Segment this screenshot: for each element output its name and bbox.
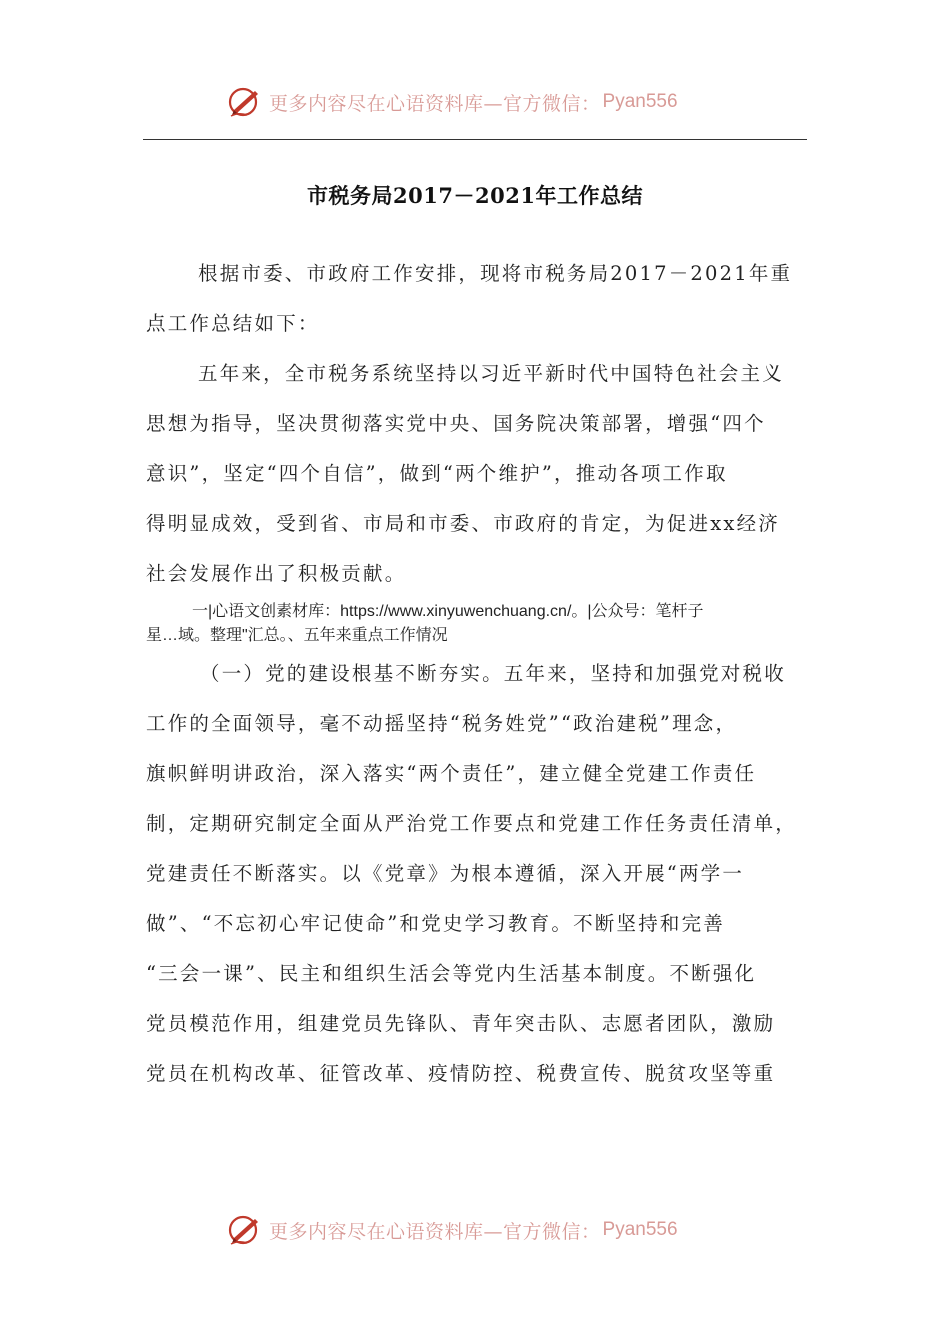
- paragraph-line: 做”、“不忘初心牢记使命”和党史学习教育。不断坚持和完善: [146, 912, 726, 935]
- paragraph-line: 思想为指导，坚决贯彻落实党中央、国务院决策部署，增强“四个: [146, 412, 766, 435]
- paragraph-line: 党员在机构改革、征管改革、疫情防控、税费宣传、脱贫攻坚等重: [146, 1062, 776, 1085]
- paragraph-line: 五年来，全市税务系统坚持以习近平新时代中国特色社会主义: [198, 362, 784, 385]
- banner-brand: Pyan556: [602, 1219, 678, 1240]
- paragraph-line: 党建责任不断落实。以《党章》为根本遵循，深入开展“两学一: [146, 862, 745, 885]
- paragraph-line: 工作的全面领导，毫不动摇坚持“税务姓党”“政治建税”理念，: [146, 712, 738, 735]
- watermark-text-line: 星…域。整理"汇总。、五年来重点工作情况: [146, 627, 448, 644]
- paragraph-line: （一）党的建设根基不断夯实。五年来，坚持和加强党对税收: [200, 662, 786, 685]
- banner-text: 更多内容尽在心语资料库—官方微信：: [269, 92, 601, 115]
- header-divider: [143, 139, 807, 140]
- paragraph-line: 社会发展作出了积极贡献。: [146, 562, 407, 585]
- pen-logo-icon: [225, 1210, 265, 1250]
- banner-text: 更多内容尽在心语资料库—官方微信：: [269, 1220, 601, 1243]
- header-banner: [225, 82, 678, 122]
- document-title: 市税务局2017－2021年工作总结: [307, 183, 643, 208]
- paragraph-line: 得明显成效，受到省、市局和市委、市政府的肯定，为促进xx经济: [146, 512, 780, 535]
- paragraph-line: 意识”，坚定“四个自信”，做到“两个维护”，推动各项工作取: [146, 462, 728, 485]
- paragraph-line: 根据市委、市政府工作安排，现将市税务局2017－2021年重: [198, 262, 793, 285]
- pen-logo-icon: [225, 82, 265, 122]
- paragraph-line: 点工作总结如下：: [146, 312, 320, 335]
- banner-brand: Pyan556: [602, 91, 678, 112]
- paragraph-line: 党员模范作用，组建党员先锋队、青年突击队、志愿者团队，激励: [146, 1012, 776, 1035]
- paragraph-line: 旗帜鲜明讲政治，深入落实“两个责任”，建立健全党建工作责任: [146, 762, 757, 785]
- footer-banner: [225, 1210, 678, 1250]
- watermark-text-line: 一|心语文创素材库：https://www.xinyuwenchuang.cn/。|公众号：笔杆子: [192, 603, 704, 620]
- paragraph-line: “三会一课”、民主和组织生活会等党内生活基本制度。不断强化: [146, 962, 757, 985]
- paragraph-line: 制，定期研究制定全面从严治党工作要点和党建工作任务责任清单，: [146, 812, 798, 835]
